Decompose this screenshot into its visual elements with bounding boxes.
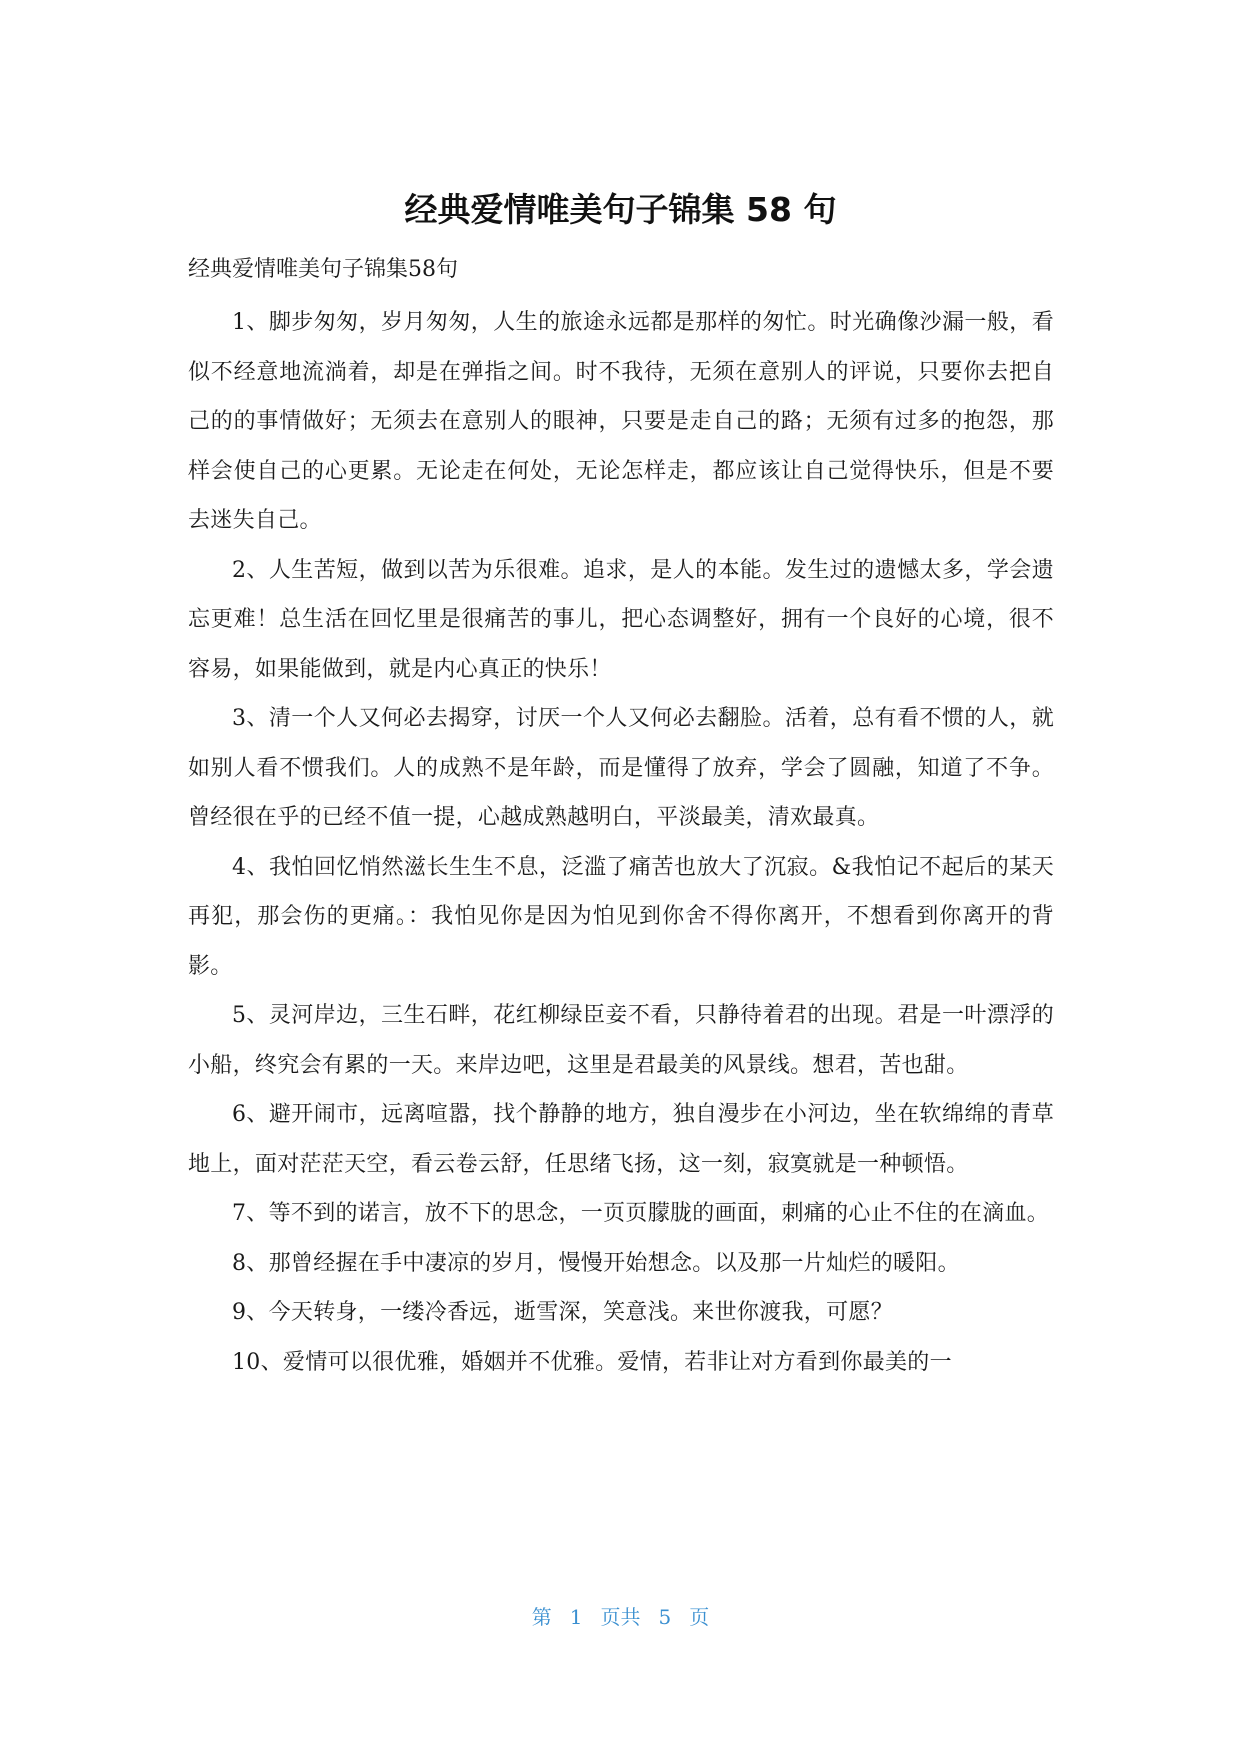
paragraph-4: 4、我怕回忆悄然滋长生生不息，泛滥了痛苦也放大了沉寂。&我怕记不起后的某天再犯，那会伤的更痛。：我怕见你是因为怕见到你舍不得你离开，不想看到你离开的背影。 <box>188 854 1054 979</box>
footer-page-number: 1 <box>569 1605 583 1629</box>
paragraph-3: 3、清一个人又何必去揭穿，讨厌一个人又何必去翻脸。活着，总有看不惯的人，就如别人看不惯我们。人的成熟不是年龄，而是懂得了放弃，学会了圆融，知道了不争。曾经很在乎的已经不值一提，心越成熟越明白，平淡最美，清欢最真。 <box>188 706 1054 830</box>
document-title: 经典爱情唯美句子锦集 58 句 <box>404 190 837 229</box>
paragraph-9: 9、今天转身，一缕冷香远，逝雪深，笑意浅。来世你渡我，可愿？ <box>232 1300 893 1325</box>
paragraph-8: 8、那曾经握在手中凄凉的岁月，慢慢开始想念。以及那一片灿烂的暖阳。 <box>232 1250 960 1276</box>
footer-total-pages: 5 <box>658 1605 672 1629</box>
footer-page-of: 页共 <box>600 1605 641 1629</box>
paragraph-5: 5、灵河岸边，三生石畔，花红柳绿臣妾不看，只静待着君的出现。君是一叶漂浮的小船，终究会有累的一天。来岸边吧，这里是君最美的风景线。想君，苦也甜。 <box>188 1003 1054 1078</box>
paragraph-6: 6、避开闹市，远离喧嚣，找个静静的地方，独自漫步在小河边，坐在软绵绵的青草地上，面对茫茫天空，看云卷云舒，任思绪飞扬，这一刻，寂寞就是一种顿悟。 <box>188 1102 1054 1177</box>
paragraph-10: 10、爱情可以很优雅，婚姻并不优雅。爱情，若非让对方看到你最美的一 <box>232 1349 952 1375</box>
document-body <box>188 298 1054 1387</box>
footer-page-suffix: 页 <box>689 1605 710 1629</box>
paragraph-2: 2、人生苦短，做到以苦为乐很难。追求，是人的本能。发生过的遗憾太多，学会遗忘更难！总生活在回忆里是很痛苦的事儿，把心态调整好，拥有一个良好的心境，很不容易，如果能做到，就是内心真正的快乐！ <box>188 557 1054 682</box>
footer-page-label: 第 <box>531 1605 552 1629</box>
paragraph-7: 7、等不到的诺言，放不下的思念，一页页朦胧的画面，刺痛的心止不住的在滴血。 <box>232 1201 1050 1226</box>
page-footer <box>0 1603 1241 1631</box>
document-subtitle: 经典爱情唯美句子锦集58句 <box>188 257 458 282</box>
paragraph-1: 1、脚步匆匆，岁月匆匆，人生的旅途永远都是那样的匆忙。时光确像沙漏一般，看似不经意地流淌着，却是在弹指之间。时不我待，无须在意别人的评说，只要你去把自己的的事情做好；无须去在意别人的眼神，只要是走自己的路；无须有过多的抱怨，那样会使自己的心更累。无论走在何处，无论怎样走，都应该让自己觉得快乐，但是不要去迷失自己。 <box>188 310 1054 533</box>
